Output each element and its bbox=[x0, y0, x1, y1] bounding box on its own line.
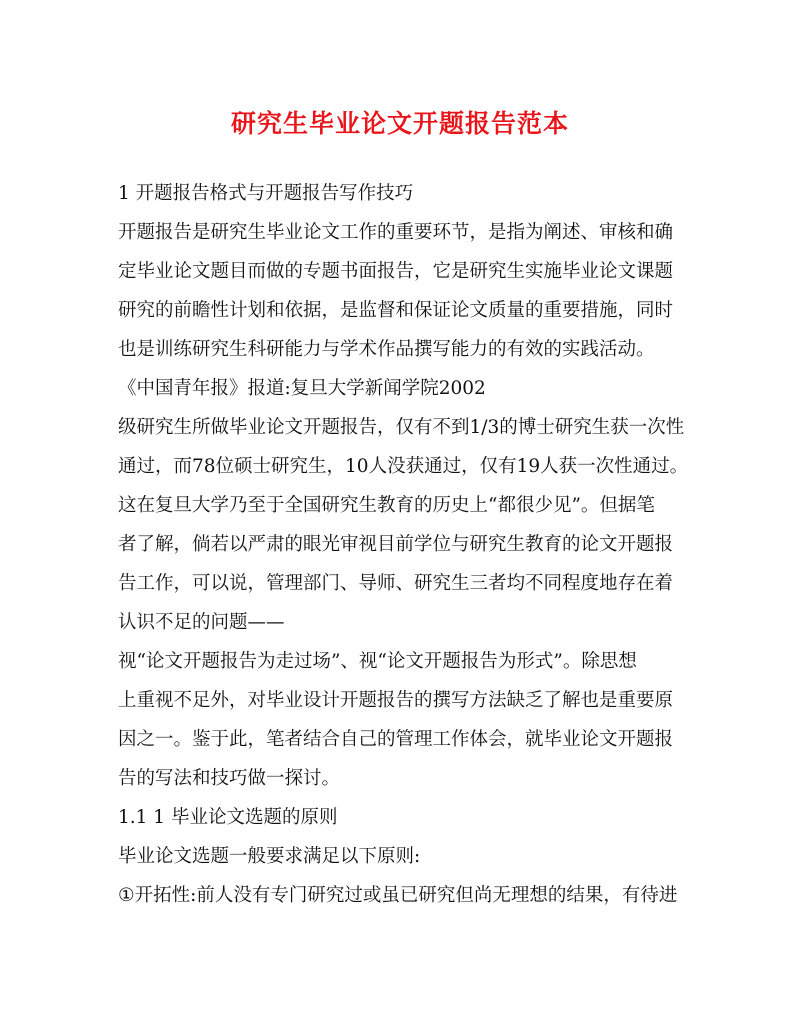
paragraph-line: 定毕业论文题目而做的专题书面报告，它是研究生实施毕业论文课题 bbox=[118, 261, 674, 282]
paragraph-line: 因之一。鉴于此，笔者结合自己的管理工作体会，就毕业论文开题报 bbox=[118, 729, 674, 750]
paragraph-line: 研究的前瞻性计划和依据，是监督和保证论文质量的重要措施，同时 bbox=[118, 300, 674, 321]
list-item-text: 开拓性:前人没有专门研究过或虽已研究但尚无理想的结果，有待进 bbox=[134, 885, 678, 906]
paragraph-line: 告的写法和技巧做一探讨。 bbox=[118, 768, 341, 789]
list-item bbox=[118, 876, 688, 915]
paragraph-line: 认识不足的问题—— bbox=[118, 612, 285, 633]
paragraph-line: 视“论文开题报告为走过场”、视“论文开题报告为形式”。除思想 bbox=[118, 651, 637, 672]
paragraph-line: 《中国青年报》报道:复旦大学新闻学院2002 bbox=[118, 378, 486, 399]
paragraph-line: 开题报告是研究生毕业论文工作的重要环节，是指为阐述、审核和确 bbox=[118, 222, 674, 243]
paragraph-line: 也是训练研究生科研能力与学术作品撰写能力的有效的实践活动。 bbox=[118, 339, 655, 360]
paragraph-line: 级研究生所做毕业论文开题报告，仅有不到1/3的博士研究生获一次性 bbox=[118, 417, 685, 438]
subsection-heading: 1.1 1 毕业论文选题的原则 bbox=[118, 807, 338, 828]
section-heading: 1 开题报告格式与开题报告写作技巧 bbox=[118, 183, 414, 204]
paragraph-line: 上重视不足外，对毕业设计开题报告的撰写方法缺乏了解也是重要原 bbox=[118, 690, 674, 711]
circled-number-marker: ① bbox=[118, 885, 135, 906]
document-title: 研究生毕业论文开题报告范本 bbox=[230, 109, 569, 138]
document-body bbox=[118, 174, 688, 915]
paragraph-line: 毕业论文选题一般要求满足以下原则: bbox=[118, 846, 421, 867]
paragraph-line: 这在复旦大学乃至于全国研究生教育的历史上“都很少见”。但据笔 bbox=[118, 495, 655, 516]
paragraph-line: 者了解，倘若以严肃的眼光审视目前学位与研究生教育的论文开题报 bbox=[118, 534, 674, 555]
paragraph-line: 告工作，可以说，管理部门、导师、研究生三者均不同程度地存在着 bbox=[118, 573, 674, 594]
paragraph-line: 通过，而78位硕士研究生，10人没获通过，仅有19人获一次性通过。 bbox=[118, 456, 689, 477]
